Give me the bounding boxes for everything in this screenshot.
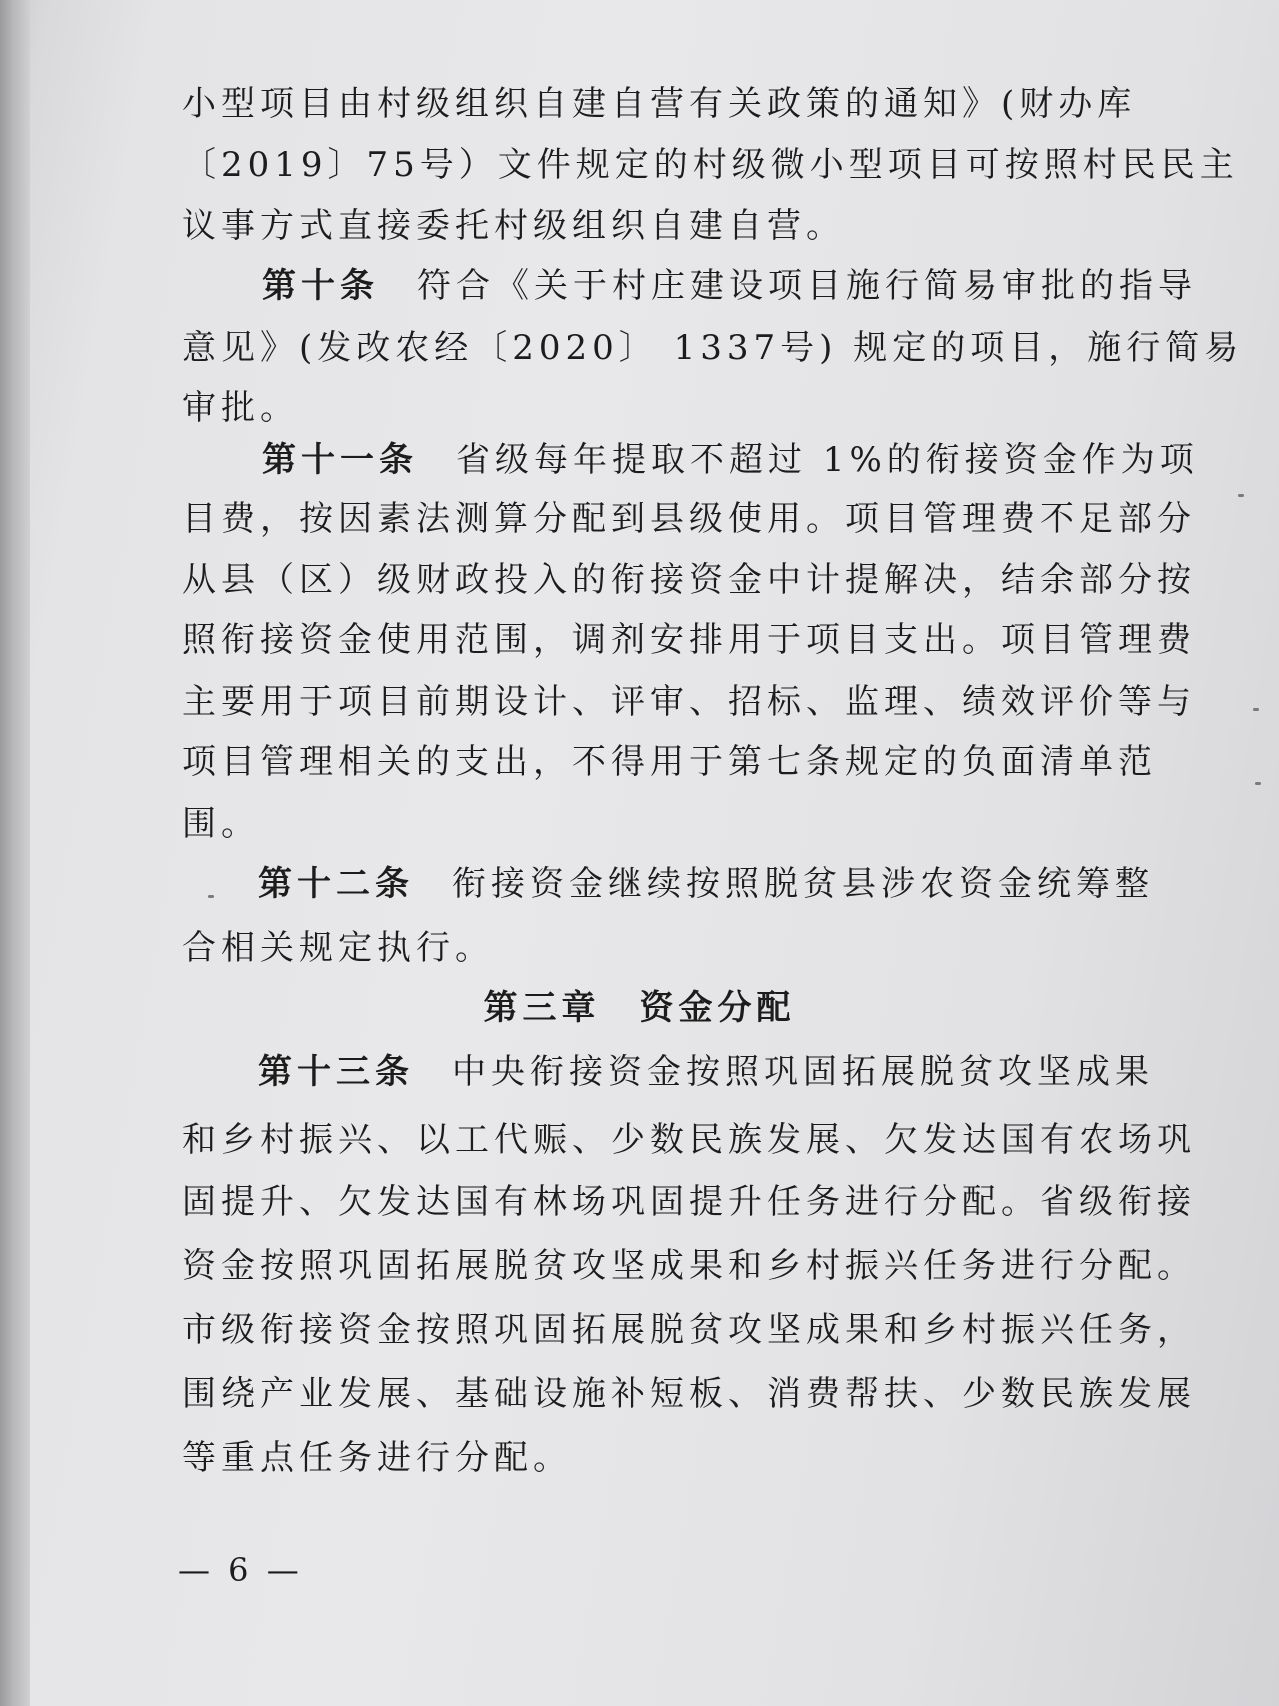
article-13-heading: 第十三条 (258, 1052, 414, 1092)
speck-mark (1253, 708, 1259, 711)
page-number: — 6 — (178, 1551, 303, 1589)
speck-mark (1255, 782, 1261, 785)
article-11-heading: 第十一条 (262, 440, 418, 480)
speck-mark (208, 895, 214, 898)
text-line: 和乡村振兴、以工代赈、少数民族发展、欠发达国有农场巩 (182, 1120, 1196, 1160)
text-line: 主要用于项目前期设计、评审、招标、监理、绩效评价等与 (182, 682, 1196, 722)
text-line: 审批。 (182, 388, 299, 428)
text-line: 符合《关于村庄建设项目施行简易审批的指导 (417, 266, 1197, 306)
text-line: 〔2019〕75号）文件规定的村级微小型项目可按照村民民主 (182, 145, 1239, 185)
text-line: 中央衔接资金按照巩固拓展脱贫攻坚成果 (452, 1052, 1154, 1092)
text-line: 资金按照巩固拓展脱贫攻坚成果和乡村振兴任务进行分配。 (182, 1246, 1196, 1286)
text-line: 议事方式直接委托村级组织自建自营。 (182, 206, 845, 246)
text-line: 合相关规定执行。 (182, 928, 494, 968)
text-line: 目费，按因素法测算分配到县级使用。项目管理费不足部分 (182, 499, 1196, 539)
text-line: 小型项目由村级组织自建自营有关政策的通知》(财办库 (182, 84, 1137, 124)
text-line: 省级每年提取不超过 1%的衔接资金作为项 (456, 440, 1199, 480)
text-line: 项目管理相关的支出，不得用于第七条规定的负面清单范 (182, 742, 1157, 782)
text-line: 从县（区）级财政投入的衔接资金中计提解决，结余部分按 (182, 560, 1196, 600)
article-10-first-line (262, 264, 1202, 308)
text-line: 固提升、欠发达国有林场巩固提升任务进行分配。省级衔接 (182, 1182, 1196, 1222)
text-line: 衔接资金继续按照脱贫县涉农资金统筹整 (452, 864, 1154, 904)
text-line: 围绕产业发展、基础设施补短板、消费帮扶、少数民族发展 (182, 1374, 1196, 1414)
text-line: 等重点任务进行分配。 (182, 1438, 572, 1478)
article-11-first-line (262, 438, 1202, 482)
speck-mark (1238, 494, 1244, 497)
text-line: 市级衔接资金按照巩固拓展脱贫攻坚成果和乡村振兴任务， (182, 1310, 1196, 1350)
article-12-heading: 第十二条 (258, 864, 414, 904)
article-12-first-line (258, 862, 1198, 906)
text-line: 意见》(发改农经〔2020〕 1337号) 规定的项目，施行简易 (182, 328, 1244, 368)
article-13-first-line (258, 1050, 1198, 1094)
text-line: 照衔接资金使用范围，调剂安排用于项目支出。项目管理费 (182, 620, 1196, 660)
chapter-heading: 第三章 资金分配 (483, 988, 796, 1028)
article-10-heading: 第十条 (262, 266, 379, 306)
text-line: 围。 (182, 804, 260, 844)
